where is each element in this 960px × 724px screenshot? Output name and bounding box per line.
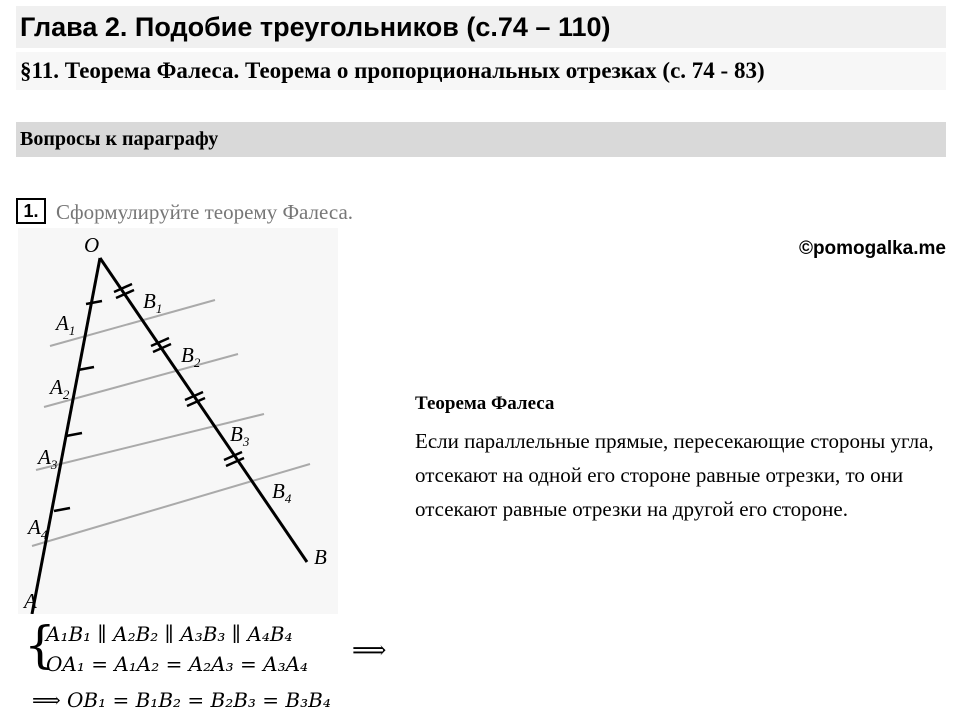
theorem-title: Теорема Фалеса bbox=[415, 393, 555, 414]
question-text: Сформулируйте теорему Фалеса. bbox=[56, 200, 354, 224]
label-a3: $A_3$ bbox=[38, 445, 58, 472]
label-b: B bbox=[314, 545, 327, 569]
questions-header: Вопросы к параграфу bbox=[16, 122, 946, 157]
label-b4: $B_4$ bbox=[272, 479, 292, 506]
label-b2: $B_2$ bbox=[181, 343, 201, 370]
section-title: §11. Теорема Фалеса. Теорема о пропорциональных отрезках (с. 74 - 83) bbox=[16, 52, 946, 90]
label-o: O bbox=[84, 233, 100, 257]
formula-brace: { bbox=[24, 616, 56, 674]
formula-equal-segments-b: ⟹ OB₁ = B₁B₂ = B₂B₃ = B₃B₄ bbox=[32, 688, 331, 712]
tick-a4 bbox=[54, 508, 70, 511]
label-a4: $A_4$ bbox=[28, 515, 48, 542]
formula-parallel-line: A₁B₁ ∥ A₂B₂ ∥ A₃B₃ ∥ A₄B₄ bbox=[46, 622, 293, 646]
chapter-title: Глава 2. Подобие треугольников (с.74 – 110) bbox=[16, 6, 946, 48]
label-b3: $B_3$ bbox=[230, 422, 250, 449]
theorem-text: Если параллельные прямые, пересекающие стороны угла, отсекают на одной его стороне равные отрезки, то они отсекают равные отрезки на другой его стороне. bbox=[415, 429, 934, 521]
thales-formula bbox=[24, 618, 424, 718]
formula-equal-segments-a: OA₁ = A₁A₂ = A₂A₃ = A₃A₄ bbox=[46, 652, 309, 676]
watermark: ©pomogalka.me bbox=[798, 238, 946, 259]
formula-implies-arrow: ⟹ bbox=[352, 636, 387, 664]
label-a2: $A_2$ bbox=[50, 375, 70, 402]
question-number: 1. bbox=[16, 198, 46, 224]
thales-figure bbox=[18, 228, 338, 614]
tick-a1 bbox=[86, 301, 102, 304]
label-a: A bbox=[24, 589, 37, 613]
label-a1: $A_1$ bbox=[56, 311, 76, 338]
thales-diagram bbox=[18, 228, 338, 614]
label-b1: $B_1$ bbox=[143, 289, 163, 316]
tick-a3 bbox=[66, 433, 82, 436]
